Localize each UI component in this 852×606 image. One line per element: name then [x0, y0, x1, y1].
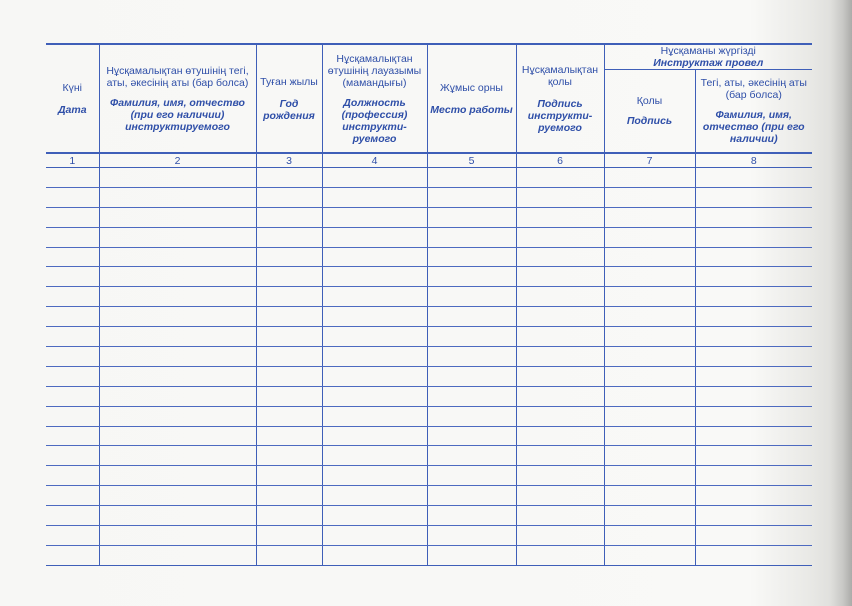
column-number: 3 [256, 153, 322, 168]
header-trainee-name [99, 44, 256, 153]
empty-entry-cell[interactable] [427, 207, 516, 227]
empty-entry-cell[interactable] [427, 426, 516, 446]
empty-entry-cell[interactable] [99, 386, 256, 406]
table-row [46, 347, 812, 367]
header-instructor-signature [604, 70, 695, 154]
empty-entry-cell[interactable] [427, 168, 516, 188]
empty-entry-cell[interactable] [99, 287, 256, 307]
empty-entry-cell[interactable] [604, 287, 695, 307]
empty-entry-cell[interactable] [695, 307, 812, 327]
empty-entry-cell[interactable] [427, 227, 516, 247]
empty-entry-cell[interactable] [46, 267, 99, 287]
empty-entry-cell[interactable] [427, 486, 516, 506]
empty-entry-cell[interactable] [46, 446, 99, 466]
empty-entry-cell[interactable] [695, 207, 812, 227]
table-row [46, 187, 812, 207]
empty-entry-cell[interactable] [516, 386, 604, 406]
empty-entry-cell[interactable] [516, 207, 604, 227]
table-row [46, 406, 812, 426]
empty-entry-cell[interactable] [322, 287, 427, 307]
table-row [46, 247, 812, 267]
page-edge-shadow [830, 0, 852, 606]
empty-entry-cell[interactable] [322, 386, 427, 406]
empty-entry-cell[interactable] [99, 247, 256, 267]
empty-entry-cell[interactable] [604, 187, 695, 207]
empty-entry-cell[interactable] [256, 307, 322, 327]
empty-entry-cell[interactable] [46, 406, 99, 426]
empty-entry-cell[interactable] [99, 466, 256, 486]
empty-entry-cell[interactable] [99, 486, 256, 506]
empty-entry-cell[interactable] [46, 287, 99, 307]
empty-entry-cell[interactable] [322, 207, 427, 227]
empty-entry-cell[interactable] [604, 406, 695, 426]
empty-entry-cell[interactable] [695, 506, 812, 526]
empty-entry-cell[interactable] [322, 247, 427, 267]
table-row [46, 327, 812, 347]
empty-entry-cell[interactable] [604, 545, 695, 565]
empty-entry-cell[interactable] [46, 366, 99, 386]
table-row [46, 168, 812, 188]
empty-entry-cell[interactable] [322, 347, 427, 367]
empty-entry-cell[interactable] [427, 287, 516, 307]
empty-entry-cell[interactable] [99, 227, 256, 247]
header-workplace-kz: Жұмыс орны [440, 81, 503, 94]
empty-entry-cell[interactable] [99, 307, 256, 327]
column-number: 4 [322, 153, 427, 168]
empty-entry-cell[interactable] [604, 486, 695, 506]
empty-entry-cell[interactable] [516, 227, 604, 247]
empty-entry-cell[interactable] [516, 486, 604, 506]
empty-entry-cell[interactable] [695, 545, 812, 565]
empty-entry-cell[interactable] [604, 207, 695, 227]
empty-entry-cell[interactable] [604, 307, 695, 327]
instruction-log-table-area [46, 43, 812, 542]
empty-entry-cell[interactable] [46, 466, 99, 486]
header-workplace-ru: Место работы [430, 103, 513, 116]
empty-entry-cell[interactable] [516, 406, 604, 426]
empty-entry-cell[interactable] [99, 506, 256, 526]
empty-entry-cell[interactable] [256, 227, 322, 247]
empty-entry-cell[interactable] [322, 168, 427, 188]
empty-entry-cell[interactable] [256, 187, 322, 207]
empty-entry-cell[interactable] [256, 506, 322, 526]
empty-entry-cell[interactable] [46, 426, 99, 446]
column-number: 5 [427, 153, 516, 168]
table-row [46, 366, 812, 386]
header-date-kz: Күні [62, 81, 82, 94]
empty-entry-cell[interactable] [99, 545, 256, 565]
column-number: 7 [604, 153, 695, 168]
empty-entry-cell[interactable] [256, 327, 322, 347]
empty-entry-cell[interactable] [46, 307, 99, 327]
empty-entry-cell[interactable] [695, 486, 812, 506]
empty-entry-cell[interactable] [604, 168, 695, 188]
empty-entry-cell[interactable] [695, 406, 812, 426]
header-instructor-group-ru: Инструктаж провел [653, 57, 764, 69]
empty-entry-cell[interactable] [322, 327, 427, 347]
header-instructor-name-kz: Тегі, аты, әкесінің аты (бар болса) [700, 77, 807, 101]
header-position-ru: Должность (профессия) инструкти-руемого [341, 96, 408, 145]
empty-entry-cell[interactable] [46, 207, 99, 227]
table-row [46, 526, 812, 546]
empty-entry-cell[interactable] [46, 247, 99, 267]
empty-entry-cell[interactable] [99, 526, 256, 546]
empty-entry-cell[interactable] [604, 327, 695, 347]
header-instructor-name [695, 70, 812, 154]
empty-entry-cell[interactable] [604, 506, 695, 526]
empty-entry-cell[interactable] [322, 426, 427, 446]
empty-entry-cell[interactable] [427, 187, 516, 207]
empty-entry-cell[interactable] [604, 247, 695, 267]
empty-entry-cell[interactable] [46, 227, 99, 247]
empty-entry-cell[interactable] [256, 267, 322, 287]
header-trainee-name-kz: Нұсқамалықтан өтушінің тегі, аты, әкесінің аты (бар болса) [106, 64, 249, 89]
empty-entry-cell[interactable] [695, 426, 812, 446]
empty-entry-cell[interactable] [604, 267, 695, 287]
header-instructor-group-kz: Нұсқаманы жүргізді [660, 45, 756, 57]
empty-entry-cell[interactable] [427, 466, 516, 486]
header-workplace [427, 44, 516, 153]
column-number: 1 [46, 153, 99, 168]
empty-entry-cell[interactable] [516, 347, 604, 367]
column-number-row [46, 153, 812, 168]
header-birth-year-ru: Год рождения [263, 97, 315, 122]
column-number: 8 [695, 153, 812, 168]
empty-entry-cell[interactable] [322, 227, 427, 247]
empty-entry-cell[interactable] [256, 466, 322, 486]
empty-entry-cell[interactable] [99, 168, 256, 188]
empty-entry-cell[interactable] [604, 446, 695, 466]
empty-entry-cell[interactable] [695, 287, 812, 307]
empty-entry-cell[interactable] [427, 366, 516, 386]
empty-entry-cell[interactable] [322, 187, 427, 207]
header-date-ru: Дата [57, 103, 87, 116]
empty-entry-cell[interactable] [604, 347, 695, 367]
empty-entry-cell[interactable] [695, 227, 812, 247]
table-row [46, 287, 812, 307]
empty-entry-cell[interactable] [516, 187, 604, 207]
empty-entry-cell[interactable] [256, 426, 322, 446]
header-trainee-name-ru: Фамилия, имя, отчество (при его наличии) инструктируемого [110, 96, 245, 133]
empty-entry-cell[interactable] [99, 187, 256, 207]
table-row [46, 307, 812, 327]
empty-entry-cell[interactable] [256, 486, 322, 506]
table-row [46, 446, 812, 466]
empty-entry-cell[interactable] [256, 386, 322, 406]
empty-entry-cell[interactable] [695, 168, 812, 188]
empty-entry-cell[interactable] [516, 168, 604, 188]
empty-entry-cell[interactable] [604, 366, 695, 386]
header-position-kz: Нұсқамалықтан өтушінің лауазымы (мамандығы) [327, 52, 422, 89]
empty-entry-cell[interactable] [695, 446, 812, 466]
empty-entry-cell[interactable] [322, 545, 427, 565]
header-date [46, 44, 99, 153]
empty-entry-cell[interactable] [516, 426, 604, 446]
empty-entry-cell[interactable] [322, 406, 427, 426]
empty-entry-cell[interactable] [322, 366, 427, 386]
header-instructor-signature-kz: Қолы [636, 95, 663, 107]
empty-entry-cell[interactable] [99, 446, 256, 466]
empty-entry-cell[interactable] [256, 287, 322, 307]
empty-entry-cell[interactable] [99, 327, 256, 347]
empty-entry-cell[interactable] [427, 545, 516, 565]
empty-entry-cell[interactable] [322, 267, 427, 287]
table-row [46, 545, 812, 565]
empty-entry-cell[interactable] [604, 526, 695, 546]
empty-entry-cell[interactable] [427, 446, 516, 466]
empty-entry-cell[interactable] [695, 267, 812, 287]
empty-entry-cell[interactable] [427, 386, 516, 406]
table-row [46, 486, 812, 506]
empty-entry-cell[interactable] [516, 267, 604, 287]
empty-entry-cell[interactable] [46, 526, 99, 546]
header-trainee-signature [516, 44, 604, 153]
empty-entry-cell[interactable] [516, 287, 604, 307]
empty-entry-cell[interactable] [322, 526, 427, 546]
empty-entry-cell[interactable] [99, 207, 256, 227]
empty-entry-cell[interactable] [427, 267, 516, 287]
empty-entry-cell[interactable] [604, 386, 695, 406]
header-instructor-signature-ru: Подпись [626, 115, 673, 127]
empty-entry-cell[interactable] [46, 327, 99, 347]
header-trainee-signature-ru: Подпись инструкти-руемого [527, 97, 593, 134]
header-trainee-signature-kz: Нұсқамалықтан қолы [521, 63, 599, 88]
empty-entry-cell[interactable] [516, 446, 604, 466]
table-row [46, 267, 812, 287]
empty-entry-cell[interactable] [46, 386, 99, 406]
empty-entry-cell[interactable] [695, 526, 812, 546]
empty-entry-cell[interactable] [427, 347, 516, 367]
table-row [46, 227, 812, 247]
empty-entry-cell[interactable] [427, 247, 516, 267]
empty-entry-cell[interactable] [427, 406, 516, 426]
empty-entry-cell[interactable] [604, 426, 695, 446]
empty-entry-cell[interactable] [322, 486, 427, 506]
empty-entry-cell[interactable] [695, 187, 812, 207]
empty-entry-cell[interactable] [46, 168, 99, 188]
empty-entry-cell[interactable] [256, 446, 322, 466]
empty-entry-cell[interactable] [516, 466, 604, 486]
empty-entry-cell[interactable] [516, 247, 604, 267]
empty-entry-cell[interactable] [46, 506, 99, 526]
empty-entry-cell[interactable] [99, 267, 256, 287]
empty-entry-cell[interactable] [99, 406, 256, 426]
empty-entry-cell[interactable] [256, 366, 322, 386]
instruction-log-table [46, 43, 812, 566]
empty-entry-cell[interactable] [322, 506, 427, 526]
empty-entry-cell[interactable] [256, 347, 322, 367]
empty-entry-cell[interactable] [256, 168, 322, 188]
empty-entry-cell[interactable] [604, 227, 695, 247]
empty-entry-cell[interactable] [427, 526, 516, 546]
empty-entry-cell[interactable] [322, 307, 427, 327]
empty-entry-cell[interactable] [516, 327, 604, 347]
header-instructor-name-ru: Фамилия, имя, отчество (при его наличии) [702, 109, 805, 145]
empty-entry-cell[interactable] [695, 247, 812, 267]
empty-entry-cell[interactable] [427, 327, 516, 347]
table-header [46, 44, 812, 168]
column-number: 6 [516, 153, 604, 168]
header-birth-year-kz: Туған жылы [260, 75, 318, 88]
empty-entry-cell[interactable] [99, 347, 256, 367]
header-birth-year [256, 44, 322, 153]
empty-entry-cell[interactable] [427, 506, 516, 526]
empty-entry-cell[interactable] [46, 545, 99, 565]
table-row [46, 426, 812, 446]
header-instructor-group [604, 44, 812, 70]
column-number: 2 [99, 153, 256, 168]
table-row [46, 386, 812, 406]
empty-entry-cell[interactable] [695, 386, 812, 406]
table-row [46, 207, 812, 227]
empty-entry-cell[interactable] [516, 526, 604, 546]
table-body [46, 168, 812, 566]
empty-entry-cell[interactable] [46, 187, 99, 207]
empty-entry-cell[interactable] [256, 545, 322, 565]
empty-entry-cell[interactable] [604, 466, 695, 486]
empty-entry-cell[interactable] [256, 247, 322, 267]
empty-entry-cell[interactable] [322, 446, 427, 466]
empty-entry-cell[interactable] [695, 347, 812, 367]
empty-entry-cell[interactable] [516, 307, 604, 327]
empty-entry-cell[interactable] [99, 366, 256, 386]
empty-entry-cell[interactable] [99, 426, 256, 446]
empty-entry-cell[interactable] [322, 466, 427, 486]
empty-entry-cell[interactable] [695, 466, 812, 486]
empty-entry-cell[interactable] [427, 307, 516, 327]
empty-entry-cell[interactable] [695, 366, 812, 386]
table-row [46, 506, 812, 526]
empty-entry-cell[interactable] [256, 406, 322, 426]
header-position [322, 44, 427, 153]
empty-entry-cell[interactable] [46, 486, 99, 506]
empty-entry-cell[interactable] [256, 526, 322, 546]
empty-entry-cell[interactable] [516, 366, 604, 386]
table-row [46, 466, 812, 486]
empty-entry-cell[interactable] [46, 347, 99, 367]
empty-entry-cell[interactable] [695, 327, 812, 347]
empty-entry-cell[interactable] [516, 506, 604, 526]
empty-entry-cell[interactable] [516, 545, 604, 565]
empty-entry-cell[interactable] [256, 207, 322, 227]
